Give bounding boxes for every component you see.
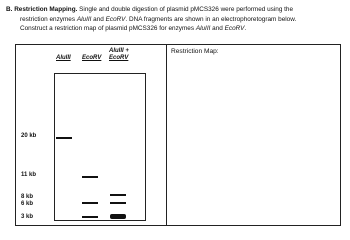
band-double-3kb — [110, 214, 126, 219]
lane-label-double-bottom: EcoRV — [109, 55, 129, 61]
problem-line-1: Single and double digestion of plasmid pMCS326 were performed using the — [79, 6, 294, 13]
band-aluiii-20kb — [56, 137, 72, 139]
problem-title: Restriction Mapping. — [14, 6, 78, 13]
band-ecorv-6kb — [82, 202, 98, 204]
problem-statement — [6, 5, 342, 34]
lane-label-aluiii: AluIII — [56, 55, 71, 61]
band-double-8kb — [110, 194, 126, 196]
ladder-label-11kb: 11 kb — [21, 172, 37, 178]
enzyme-aluiii-2: AluIII — [195, 25, 211, 33]
enzyme-aluiii: AluIII — [76, 15, 92, 23]
restriction-map-panel — [167, 44, 341, 226]
problem-number: B. — [6, 6, 13, 13]
gel-box — [54, 73, 146, 221]
ladder-label-20kb: 20 kb — [21, 133, 37, 139]
problem-line-2-post: . DNA fragments are shown in an electrophoretogram below. — [125, 15, 297, 23]
gel-panel — [15, 44, 167, 226]
ladder-label-3kb: 3 kb — [21, 214, 34, 220]
band-ecorv-11kb — [82, 176, 98, 178]
enzyme-ecorv-2: EcoRV — [224, 25, 245, 33]
restriction-map-title: Restriction Map: — [171, 48, 219, 55]
problem-line-2-pre: restriction enzymes — [20, 15, 77, 23]
lane-label-ecorv: EcoRV — [82, 55, 102, 61]
problem-line-3-pre: Construct a restriction map of plasmid pMCS326 for enzymes — [20, 25, 196, 33]
problem-and-2: and — [210, 25, 225, 33]
problem-and: and — [91, 15, 106, 23]
band-ecorv-3kb — [82, 216, 98, 218]
ladder-label-6kb: 6 kb — [21, 201, 34, 207]
ladder-label-8kb: 8 kb — [21, 194, 34, 200]
problem-line-3-end: . — [244, 25, 247, 33]
enzyme-ecorv: EcoRV — [105, 15, 126, 23]
band-double-6kb — [110, 202, 126, 204]
lane-label-double-top: AluIII + — [109, 48, 129, 54]
